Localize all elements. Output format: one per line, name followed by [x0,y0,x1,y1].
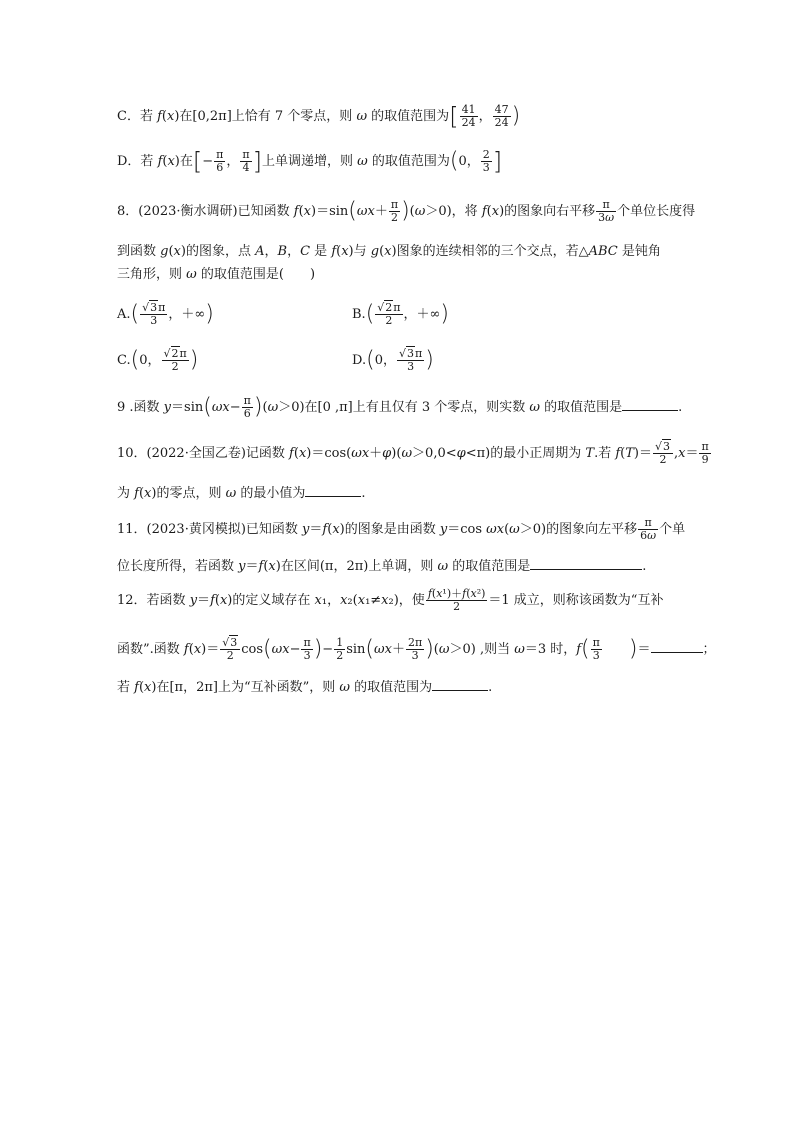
q11-line-1: 11．(2023·黄冈模拟)已知函数 y＝f(x)的图象是由函数 y＝cos ωx(ω＞0)的图象向左平移 $\frac{\pi}{6\omega}$ 个单 [117,516,686,542]
q9: 9 .函数 y＝sin(ωx− $\frac{\pi}{6}$ )(ω＞0)在[0 ,π]上有且仅有 3 个零点，则实数 ω 的取值范围是 . [117,394,683,420]
q12-line-2: 函数”.函数 f(x)＝ $\frac{√3}{2}$ cos(ωx− $\frac{\pi}{3}$ )− $\frac{1}{2}$ sin(ωx＋ $\frac{2\pi}{3}$ )(ω＞0) ,则当 ω＝3 时，f( $\frac{\pi}{3}$ )＝ ； [117,636,716,662]
q12-line-3: 若 f(x)在[π，2π]上为“互补函数”，则 ω 的取值范围为 . [117,676,492,697]
q8-option-c: C.(0， $\frac{√2\pi}{2}$ ) [117,347,199,373]
q7-option-c: C．若 f(x)在[0,2π]上恰有 7 个零点，则 ω 的取值范围为[ $\frac{41}{24}$ ， $\frac{47}{24}$ ) [117,102,521,131]
q8-option-a: A.( $\frac{√3\pi}{3}$ ，＋∞) [117,301,214,327]
q10-line-1: 10．(2022·全国乙卷)记函数 f(x)＝cos(ωx＋φ)(ω＞0,0<φ<π)的最小正周期为 T.若 f(T)＝ $\frac{√3}{2}$ ,x＝ $\frac{\pi}{9}$ [117,440,709,466]
q8-option-b: B.( $\frac{√2\pi}{2}$ ，＋∞) [352,301,449,327]
q8-line-2: 到函数 g(x)的图象，点 A，B，C 是 f(x)与 g(x)图象的连续相邻的三个交点，若△ABC 是钝角 [117,244,661,259]
q7-option-d: D．若 f(x)在[− $\frac{\pi}{6}$ ， $\frac{\pi}{4}$ ]上单调递增，则 ω 的取值范围为(0， $\frac{2}{3}$ ] [117,147,503,176]
q8-line-1: 8．(2023·衡水调研)已知函数 f(x)＝sin(ωx＋ $\frac{\pi}{2}$ )(ω＞0)，将 f(x)的图象向右平移 $\frac{\pi}{3\omega}$ 个单位长度得 [117,198,696,224]
q12-line-1: 12．若函数 y＝f(x)的定义域存在 x₁，x₂(x₁≠x₂)，使 $\frac{\text{f(x¹)＋f(x²)}}{2}$ ＝1 成立，则称该函数为“互补 [117,587,664,613]
q8-line-3: 三角形，则 ω 的取值范围是( ) [117,267,316,282]
q10-line-2: 为 f(x)的零点，则 ω 的最小值为 . [117,482,365,503]
q8-option-d: D.(0， $\frac{√3\pi}{3}$ ) [352,347,434,373]
q11-line-2: 位长度所得，若函数 y＝f(x)在区间(π，2π)上单调，则 ω 的取值范围是 . [117,555,646,576]
